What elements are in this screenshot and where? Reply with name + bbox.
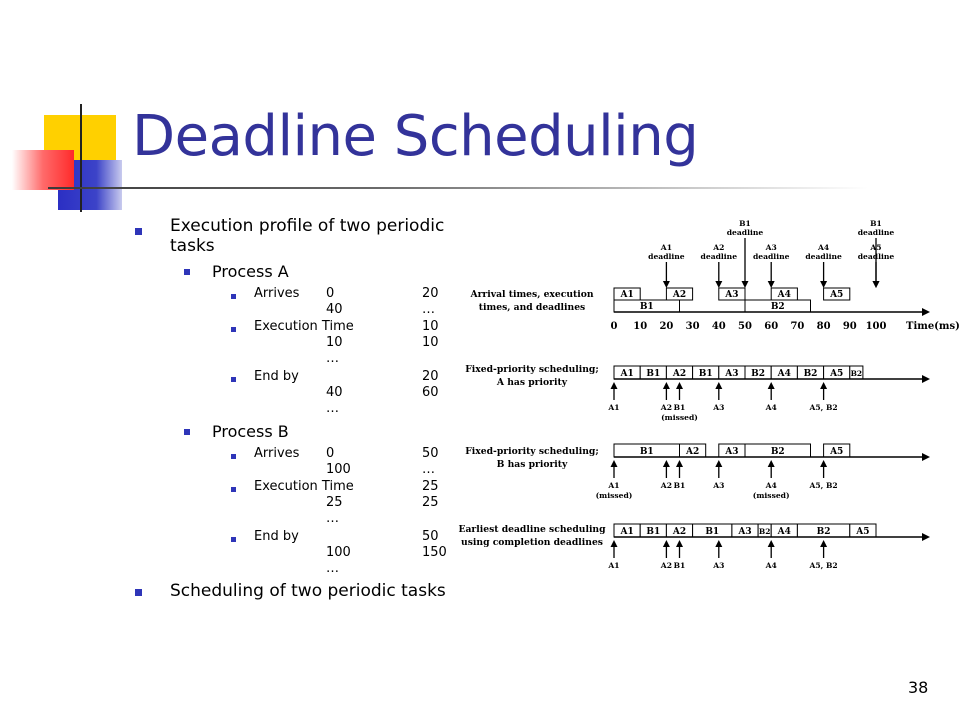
arrival-a-block-label: A1 <box>620 290 634 300</box>
edf-axis-head <box>922 533 930 541</box>
process-a-arrives-l2a: 40 <box>326 302 343 317</box>
fixed-a-block-label: A4 <box>777 369 791 379</box>
deadline-label: A2 <box>713 243 725 252</box>
axis-tick-label: 60 <box>764 321 779 332</box>
fixed-a-block-label: B1 <box>646 369 661 379</box>
process-b-arrives-c1: 0 <box>326 446 335 461</box>
fixed-a-block-label: B2 <box>803 369 818 379</box>
fixed-b-block-label: B2 <box>770 447 785 457</box>
fixed-a-arrow-head <box>611 382 618 389</box>
edf-arrow-label: A4 <box>765 561 777 570</box>
fixed-a-arrow-label: A5, B2 <box>809 403 838 412</box>
arrival-b-block-label: B1 <box>639 302 654 312</box>
fixed-a-block-label: B1 <box>698 369 713 379</box>
fixed-b-block-label: A5 <box>830 447 844 457</box>
edf-block-label: A5 <box>856 527 870 537</box>
axis-tick-label: 40 <box>711 321 726 332</box>
fixed-b-arrow-label: A5, B2 <box>809 481 838 490</box>
edf-block-label: A4 <box>777 527 791 537</box>
process-a-exec-label: Execution Time <box>254 319 354 334</box>
deadline-label: A3 <box>765 243 777 252</box>
process-a-arrives-c1: 0 <box>326 286 335 301</box>
scheduling-diagram <box>458 214 960 574</box>
fixed-b-arrow-label: A4 <box>765 481 777 490</box>
fixed-a-block-label: A5 <box>830 369 844 379</box>
process-b-exec-l3: … <box>326 511 339 526</box>
fixed-a-arrow-label: A3 <box>713 403 725 412</box>
process-a-end-l3: … <box>326 401 339 416</box>
deadline-label: A1 <box>660 243 672 252</box>
axis-tick-label: 100 <box>865 321 887 332</box>
process-b-end-label: End by <box>254 529 299 544</box>
deadline-arrow-head <box>820 281 827 288</box>
deadline-label: deadline <box>752 252 790 261</box>
process-a-end-l2a: 40 <box>326 385 343 400</box>
row-label-fixed-a-line: Fixed-priority scheduling; <box>465 364 599 375</box>
deadline-arrow-head <box>873 281 880 288</box>
fixed-a-arrow-head <box>715 382 722 389</box>
deadline-label: deadline <box>857 228 895 237</box>
axis-tick-label: 90 <box>842 321 857 332</box>
process-a-exec-l3: … <box>326 351 339 366</box>
bullet-icon <box>231 294 236 299</box>
fixed-a-arrow-label: A4 <box>765 403 777 412</box>
deadline-label: B1 <box>739 219 751 228</box>
row-label-arrival-line: Arrival times, execution <box>470 289 594 300</box>
process-a-exec-l2a: 10 <box>326 335 343 350</box>
edf-block-label: A1 <box>620 527 634 537</box>
process-a-end-label: End by <box>254 369 299 384</box>
axis-tick-label: 20 <box>659 321 674 332</box>
edf-block-label: B1 <box>646 527 661 537</box>
row-label-edf-line: Earliest deadline scheduling <box>458 524 606 535</box>
process-b-exec-l2a: 25 <box>326 495 343 510</box>
fixed-b-arrow-label: A3 <box>713 481 725 490</box>
process-b-arrives-c2: 50 <box>422 446 439 461</box>
fixed-a-axis-head <box>922 375 930 383</box>
edf-arrow-label: A5, B2 <box>809 561 838 570</box>
deadline-label: deadline <box>648 252 685 261</box>
fixed-a-arrow-head <box>663 382 670 389</box>
deadline-label: A5 <box>870 243 882 252</box>
process-a-end-c2: 20 <box>422 369 439 384</box>
bullet-icon <box>184 429 190 435</box>
edf-arrow-head <box>715 540 722 547</box>
fixed-b-block-label: B1 <box>639 447 654 457</box>
deadline-label: deadline <box>700 252 738 261</box>
deadline-arrow-head <box>742 281 749 288</box>
edf-arrow-head <box>768 540 775 547</box>
fixed-a-arrow-head <box>768 382 775 389</box>
bullet-icon <box>231 377 236 382</box>
fixed-b-block-label: A3 <box>725 447 739 457</box>
fixed-a-block-label: A1 <box>620 369 634 379</box>
fixed-b-arrow-head <box>611 460 618 467</box>
row-label-edf-line: using completion deadlines <box>461 537 603 548</box>
axis-tick-label: 70 <box>790 321 805 332</box>
process-b-end-l2a: 100 <box>326 545 351 560</box>
fixed-b-axis-head <box>922 453 930 461</box>
fixed-b-arrow-label: A2 <box>660 481 672 490</box>
edf-block-label: A2 <box>672 527 687 537</box>
fixed-a-block-label: A3 <box>725 369 739 379</box>
process-a-end-l2b: 60 <box>422 385 439 400</box>
arrival-a-block-label: A4 <box>777 290 791 300</box>
deadline-arrow-head <box>715 281 722 288</box>
axis-tick-label: 10 <box>633 321 648 332</box>
process-b-exec-l2b: 25 <box>422 495 439 510</box>
edf-block-label: B1 <box>705 527 720 537</box>
edf-arrow-label: B1 <box>673 561 686 570</box>
fixed-b-arrow-head <box>768 460 775 467</box>
fixed-b-arrow-head <box>715 460 722 467</box>
deadline-label: A4 <box>818 243 830 252</box>
process-a-exec-c2: 10 <box>422 319 439 334</box>
deadline-label: deadline <box>726 228 764 237</box>
decor-vertical-line <box>80 104 82 212</box>
fixed-a-arrow-label: A2 <box>660 403 672 412</box>
deadline-arrow-head <box>768 281 775 288</box>
edf-block-label: B2 <box>758 527 771 536</box>
row-label-arrival-line: times, and deadlines <box>478 302 586 313</box>
process-a-label: Process A <box>212 262 289 281</box>
bullet-icon <box>135 228 142 235</box>
fixed-a-arrow-label: B1 <box>673 403 686 412</box>
fixed-a-arrow-head <box>676 382 683 389</box>
bullet-icon <box>231 487 236 492</box>
bullet-icon <box>231 454 236 459</box>
process-b-end-l2b: 150 <box>422 545 447 560</box>
deadline-label: deadline <box>805 252 842 261</box>
axis-tick-label: 0 <box>610 321 618 332</box>
title-divider <box>48 187 868 189</box>
bullet-icon <box>135 589 142 596</box>
edf-arrow-head <box>676 540 683 547</box>
edf-arrow-label: A3 <box>713 561 725 570</box>
bullet-schedule: Scheduling of two periodic tasks <box>170 581 446 601</box>
arrival-a-block-label: A5 <box>830 290 844 300</box>
row-label-fixed-b-line: B has priority <box>496 459 568 470</box>
fixed-a-block-label: A2 <box>672 369 687 379</box>
deadline-label: B1 <box>870 219 882 228</box>
process-a-arrives-label: Arrives <box>254 286 300 301</box>
fixed-b-block-label: A2 <box>685 447 700 457</box>
slide-number: 38 <box>908 678 929 697</box>
fixed-b-arrow-label: (missed) <box>595 491 633 500</box>
edf-arrow-head <box>820 540 827 547</box>
bullet-icon <box>184 269 190 275</box>
arrival-a-block-label: A2 <box>672 290 687 300</box>
edf-arrow-label: A1 <box>608 561 620 570</box>
bullet-icon <box>231 537 236 542</box>
fixed-a-block-label: B2 <box>850 369 863 378</box>
fixed-a-arrow-label: A1 <box>608 403 620 412</box>
bullet-profile-line2: tasks <box>170 236 215 256</box>
fixed-b-arrow-head <box>663 460 670 467</box>
slide-title: Deadline Scheduling <box>132 104 699 169</box>
process-b-end-c2: 50 <box>422 529 439 544</box>
process-b-arrives-l2a: 100 <box>326 462 351 477</box>
process-a-arrives-l2b: … <box>422 302 435 317</box>
fixed-b-arrow-label: (missed) <box>752 491 790 500</box>
edf-block-label: A3 <box>738 527 752 537</box>
process-b-label: Process B <box>212 422 289 441</box>
axis-tick-label: 30 <box>685 321 700 332</box>
fixed-b-arrow-label: A1 <box>608 481 620 490</box>
process-b-end-l3: … <box>326 561 339 576</box>
edf-arrow-head <box>663 540 670 547</box>
axis-tick-label: 80 <box>816 321 831 332</box>
fixed-b-arrow-head <box>676 460 683 467</box>
fixed-a-block-label: B2 <box>751 369 766 379</box>
process-b-arrives-l2b: … <box>422 462 435 477</box>
bullet-profile-line1: Execution profile of two periodic <box>170 216 445 236</box>
left-text-column <box>0 200 470 620</box>
fixed-a-arrow-head <box>820 382 827 389</box>
edf-arrow-head <box>611 540 618 547</box>
arrival-b-block-label: B2 <box>770 302 785 312</box>
arrival-axis-head <box>922 308 930 316</box>
process-a-arrives-c2: 20 <box>422 286 439 301</box>
fixed-b-arrow-label: B1 <box>673 481 686 490</box>
fixed-b-arrow-head <box>820 460 827 467</box>
axis-tick-label: 50 <box>738 321 752 332</box>
row-label-fixed-a-line: A has priority <box>496 377 568 388</box>
row-label-fixed-b-line: Fixed-priority scheduling; <box>465 446 599 457</box>
edf-arrow-label: A2 <box>660 561 672 570</box>
deadline-arrow-head <box>663 281 670 288</box>
process-b-exec-c2: 25 <box>422 479 439 494</box>
fixed-a-arrow-label: (missed) <box>661 413 698 422</box>
process-b-arrives-label: Arrives <box>254 446 300 461</box>
process-b-exec-label: Execution Time <box>254 479 354 494</box>
decor-red-square <box>12 150 74 190</box>
bullet-icon <box>231 327 236 332</box>
edf-block-label: B2 <box>816 527 831 537</box>
deadline-label: deadline <box>857 252 895 261</box>
process-a-exec-l2b: 10 <box>422 335 439 350</box>
axis-label: Time(ms) <box>906 321 960 332</box>
arrival-a-block-label: A3 <box>725 290 739 300</box>
